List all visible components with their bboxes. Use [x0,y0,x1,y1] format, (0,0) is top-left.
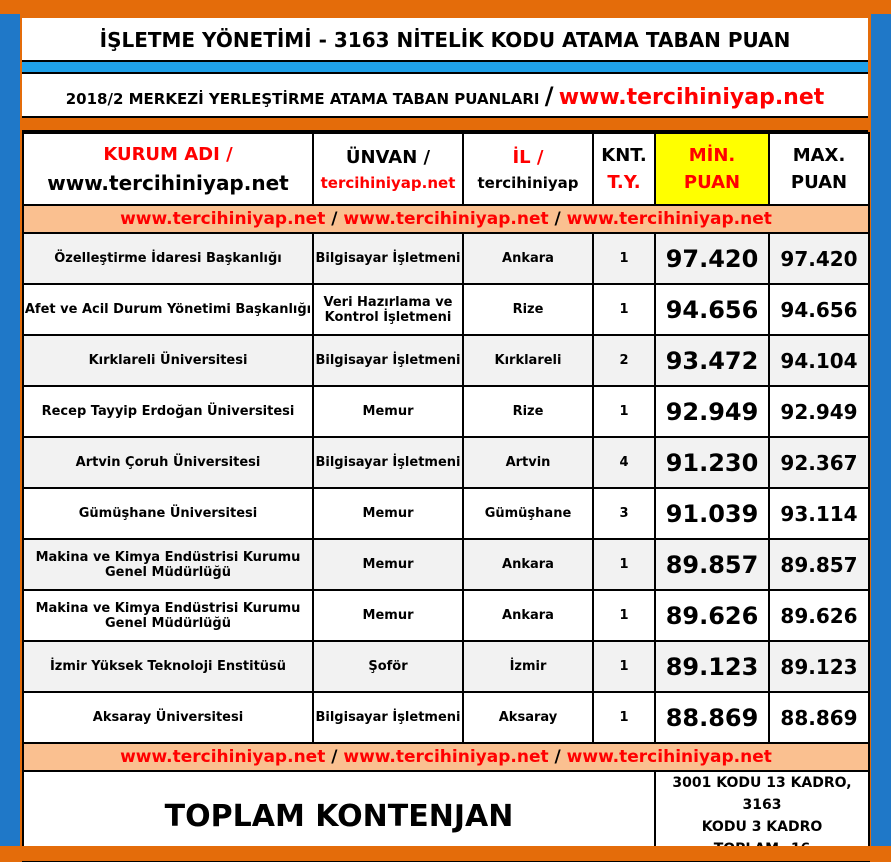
table-row [23,386,869,437]
header-max-line2: PUAN [790,172,848,193]
strip-url-2: www.tercihiniyap.net [343,747,549,767]
cell-min-puan: 97.420 [655,233,769,284]
total-note-line2: KODU 3 KADRO [701,819,823,835]
cell-max-puan: 89.626 [769,590,869,641]
header-kontenjan [593,133,655,205]
header-il-line1: İL / [512,146,544,168]
table-row [23,335,869,386]
cell-il: Gümüşhane [463,488,593,539]
strip-url-1: www.tercihiniyap.net [120,747,326,767]
header-kurum-line1: KURUM ADI / [103,143,233,165]
strip-url-3: www.tercihiniyap.net [566,747,772,767]
cell-max-puan: 94.104 [769,335,869,386]
header-kurum [23,133,313,205]
cell-kontenjan: 2 [593,335,655,386]
cell-unvan: Memur [313,488,463,539]
cell-kurum: Afet ve Acil Durum Yönetimi Başkanlığı [23,284,313,335]
subtitle-text: 2018/2 MERKEZİ YERLEŞTİRME ATAMA TABAN PUANLARI [65,90,540,108]
page-title: İŞLETME YÖNETİMİ - 3163 NİTELİK KODU ATAMA TABAN PUAN [22,20,868,60]
cell-kurum: İzmir Yüksek Teknoloji Enstitüsü [23,641,313,692]
cell-min-puan: 89.857 [655,539,769,590]
table-row [23,539,869,590]
cell-kontenjan: 1 [593,233,655,284]
cell-kurum: Gümüşhane Üniversitesi [23,488,313,539]
cell-min-puan: 88.869 [655,692,769,743]
cell-unvan: Bilgisayar İşletmeni [313,692,463,743]
strip-url-2: www.tercihiniyap.net [343,209,549,229]
cell-unvan: Veri Hazırlama ve Kontrol İşletmeni [313,284,463,335]
total-note-line1: 3001 KODU 13 KADRO, 3163 [672,775,852,813]
cell-min-puan: 91.039 [655,488,769,539]
table-row [23,590,869,641]
cell-kurum: Makina ve Kimya Endüstrisi Kurumu Genel Müdürlüğü [23,590,313,641]
cell-kontenjan: 1 [593,590,655,641]
cell-min-puan: 93.472 [655,335,769,386]
table-row [23,641,869,692]
header-knt-line1: KNT. [601,145,647,166]
cell-max-puan: 94.656 [769,284,869,335]
subtitle [22,76,868,116]
header-knt-line2: T.Y. [607,172,641,193]
score-table [22,132,870,862]
cell-il: İzmir [463,641,593,692]
cell-kontenjan: 1 [593,641,655,692]
cell-max-puan: 92.367 [769,437,869,488]
cell-kontenjan: 4 [593,437,655,488]
header-min-line1: MİN. [688,145,736,166]
watermark-strip-top-cell [23,205,869,233]
cell-unvan: Şoför [313,641,463,692]
header-row [23,133,869,205]
cell-il: Ankara [463,590,593,641]
header-kurum-line2: www.tercihiniyap.net [47,170,289,195]
strip-sep-2: / [548,747,567,767]
cell-il: Kırklareli [463,335,593,386]
cell-kurum: Aksaray Üniversitesi [23,692,313,743]
cell-unvan: Bilgisayar İşletmeni [313,233,463,284]
cell-kurum: Artvin Çoruh Üniversitesi [23,437,313,488]
header-il-line2: tercihiniyap [477,173,579,192]
header-unvan [313,133,463,205]
cell-kontenjan: 3 [593,488,655,539]
header-il [463,133,593,205]
cell-unvan: Memur [313,539,463,590]
cell-kontenjan: 1 [593,539,655,590]
watermark-strip-top [23,205,869,233]
cell-unvan: Bilgisayar İşletmeni [313,437,463,488]
cell-il: Aksaray [463,692,593,743]
header-max-puan [769,133,869,205]
cell-il: Ankara [463,233,593,284]
cell-max-puan: 97.420 [769,233,869,284]
cell-il: Ankara [463,539,593,590]
cell-kontenjan: 1 [593,692,655,743]
header-unvan-line1: ÜNVAN / [345,146,431,168]
strip-url-3: www.tercihiniyap.net [566,209,772,229]
cell-kurum: Kırklareli Üniversitesi [23,335,313,386]
cell-kontenjan: 1 [593,284,655,335]
cell-min-puan: 91.230 [655,437,769,488]
cell-il: Rize [463,386,593,437]
header-unvan-line2: tercihiniyap.net [320,173,456,192]
watermark-strip-bottom [23,743,869,771]
table-row [23,233,869,284]
right-frame-bar [871,14,891,846]
table-row [23,692,869,743]
cell-unvan: Memur [313,590,463,641]
strip-sep-1: / [325,747,344,767]
header-min-line2: PUAN [683,172,741,193]
table-row [23,488,869,539]
cell-unvan: Bilgisayar İşletmeni [313,335,463,386]
cell-kurum: Recep Tayyip Erdoğan Üniversitesi [23,386,313,437]
strip-url-1: www.tercihiniyap.net [120,209,326,229]
total-label: TOPLAM KONTENJAN [23,771,655,861]
table-row [23,284,869,335]
cell-min-puan: 89.626 [655,590,769,641]
left-frame-bar [0,14,20,846]
bottom-frame-bar [0,846,891,861]
cell-min-puan: 94.656 [655,284,769,335]
cell-il: Artvin [463,437,593,488]
cell-max-puan: 89.857 [769,539,869,590]
cell-il: Rize [463,284,593,335]
strip-sep-1: / [325,209,344,229]
table-row [23,437,869,488]
header-min-puan [655,133,769,205]
cell-kontenjan: 1 [593,386,655,437]
cell-min-puan: 92.949 [655,386,769,437]
subtitle-slash: / [544,82,554,110]
top-frame-bar [0,0,891,16]
watermark-strip-bottom-cell [23,743,869,771]
cell-max-puan: 93.114 [769,488,869,539]
cell-max-puan: 88.869 [769,692,869,743]
strip-sep-2: / [548,209,567,229]
orange-separator [22,116,868,132]
cell-max-puan: 89.123 [769,641,869,692]
cell-kurum: Makina ve Kimya Endüstrisi Kurumu Genel Müdürlüğü [23,539,313,590]
cell-max-puan: 92.949 [769,386,869,437]
cell-unvan: Memur [313,386,463,437]
cell-kurum: Özelleştirme İdaresi Başkanlığı [23,233,313,284]
cell-min-puan: 89.123 [655,641,769,692]
blue-separator [22,60,868,74]
header-max-line1: MAX. [792,145,846,166]
subtitle-url: www.tercihiniyap.net [558,85,825,110]
